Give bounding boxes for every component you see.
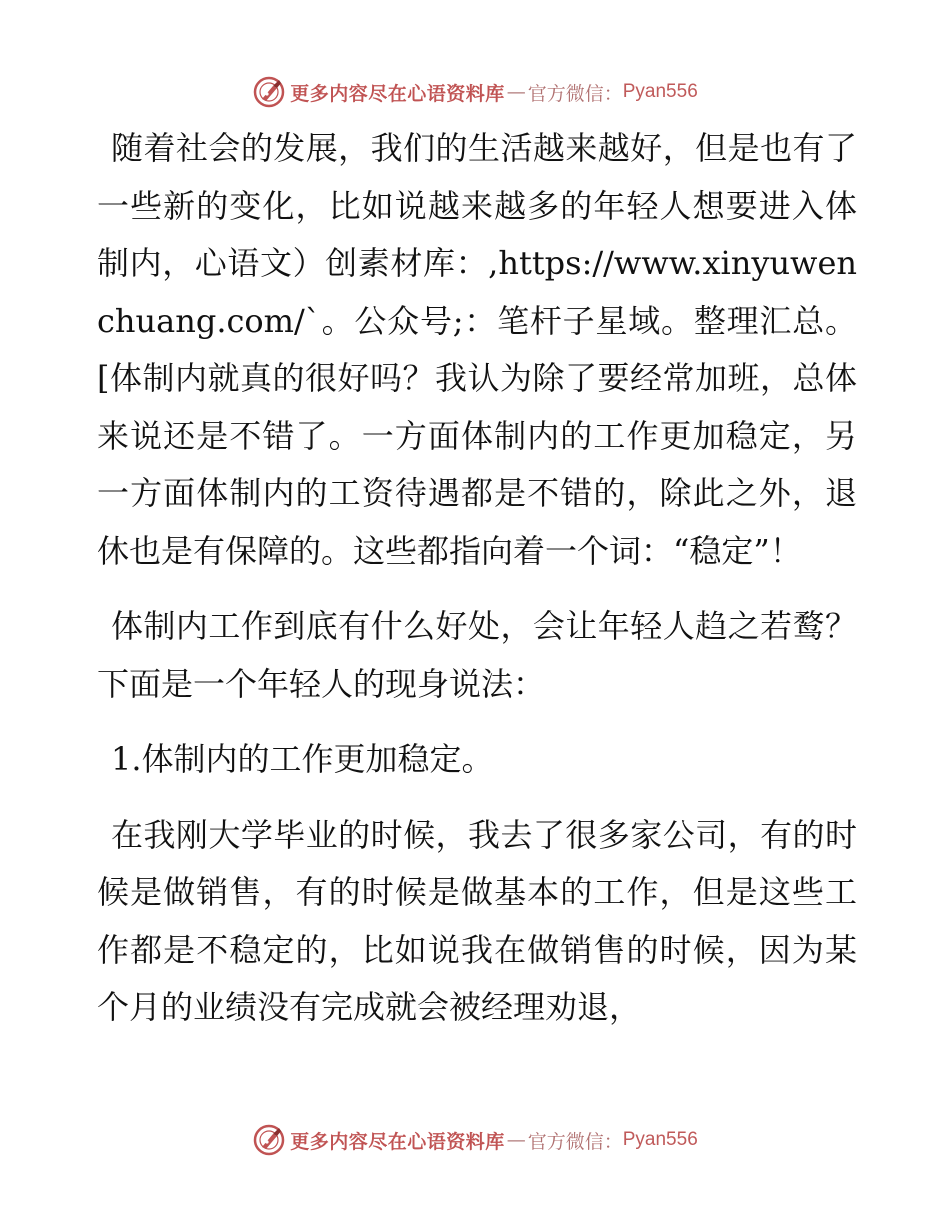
footer-promo-text: 更多内容尽在心语资料库 [290,1130,505,1153]
header-watermark [0,72,950,112]
paragraph-intro: 随着社会的发展，我们的生活越来越好，但是也有了一些新的变化，比如说越来越多的年轻人想要进入体制内，心语文）创素材库：,https://www.xinyuwenchuang.com/`。公众号;：笔杆子星域。整理汇总。[体制内就真的很好吗？我认为除了要经常加班，总体来说还是不错了。一方面体制内的工作更加稳定，另一方面体制内的工资待遇都是不错的，除此之外，退休也是有保障的。这些都指向着一个词：“稳定”！ [97,129,857,570]
header-promo-text: 更多内容尽在心语资料库 [290,82,505,105]
pen-nib-circle-icon [252,75,286,109]
footer-wechat-label: 官方微信： [527,1130,623,1153]
header-separator: — [506,81,526,103]
footer-watermark [0,1120,950,1160]
header-wechat-label: 官方微信： [527,82,623,105]
paragraph-point-1: 1.体制内的工作更加稳定。 [111,740,494,778]
pen-nib-circle-icon [252,1123,286,1157]
header-wechat-id: Pyan556 [622,81,698,102]
footer-separator: — [506,1129,526,1151]
paragraph-question: 体制内工作到底有什么好处，会让年轻人趋之若鹜？下面是一个年轻人的现身说法： [97,607,857,703]
footer-wechat-id: Pyan556 [622,1129,698,1150]
document-body [97,120,857,1055]
paragraph-story: 在我刚大学毕业的时候，我去了很多家公司，有的时候是做销售，有的时候是做基本的工作，但是这些工作都是不稳定的，比如说我在做销售的时候，因为某个月的业绩没有完成就会被经理劝退， [97,815,857,1026]
